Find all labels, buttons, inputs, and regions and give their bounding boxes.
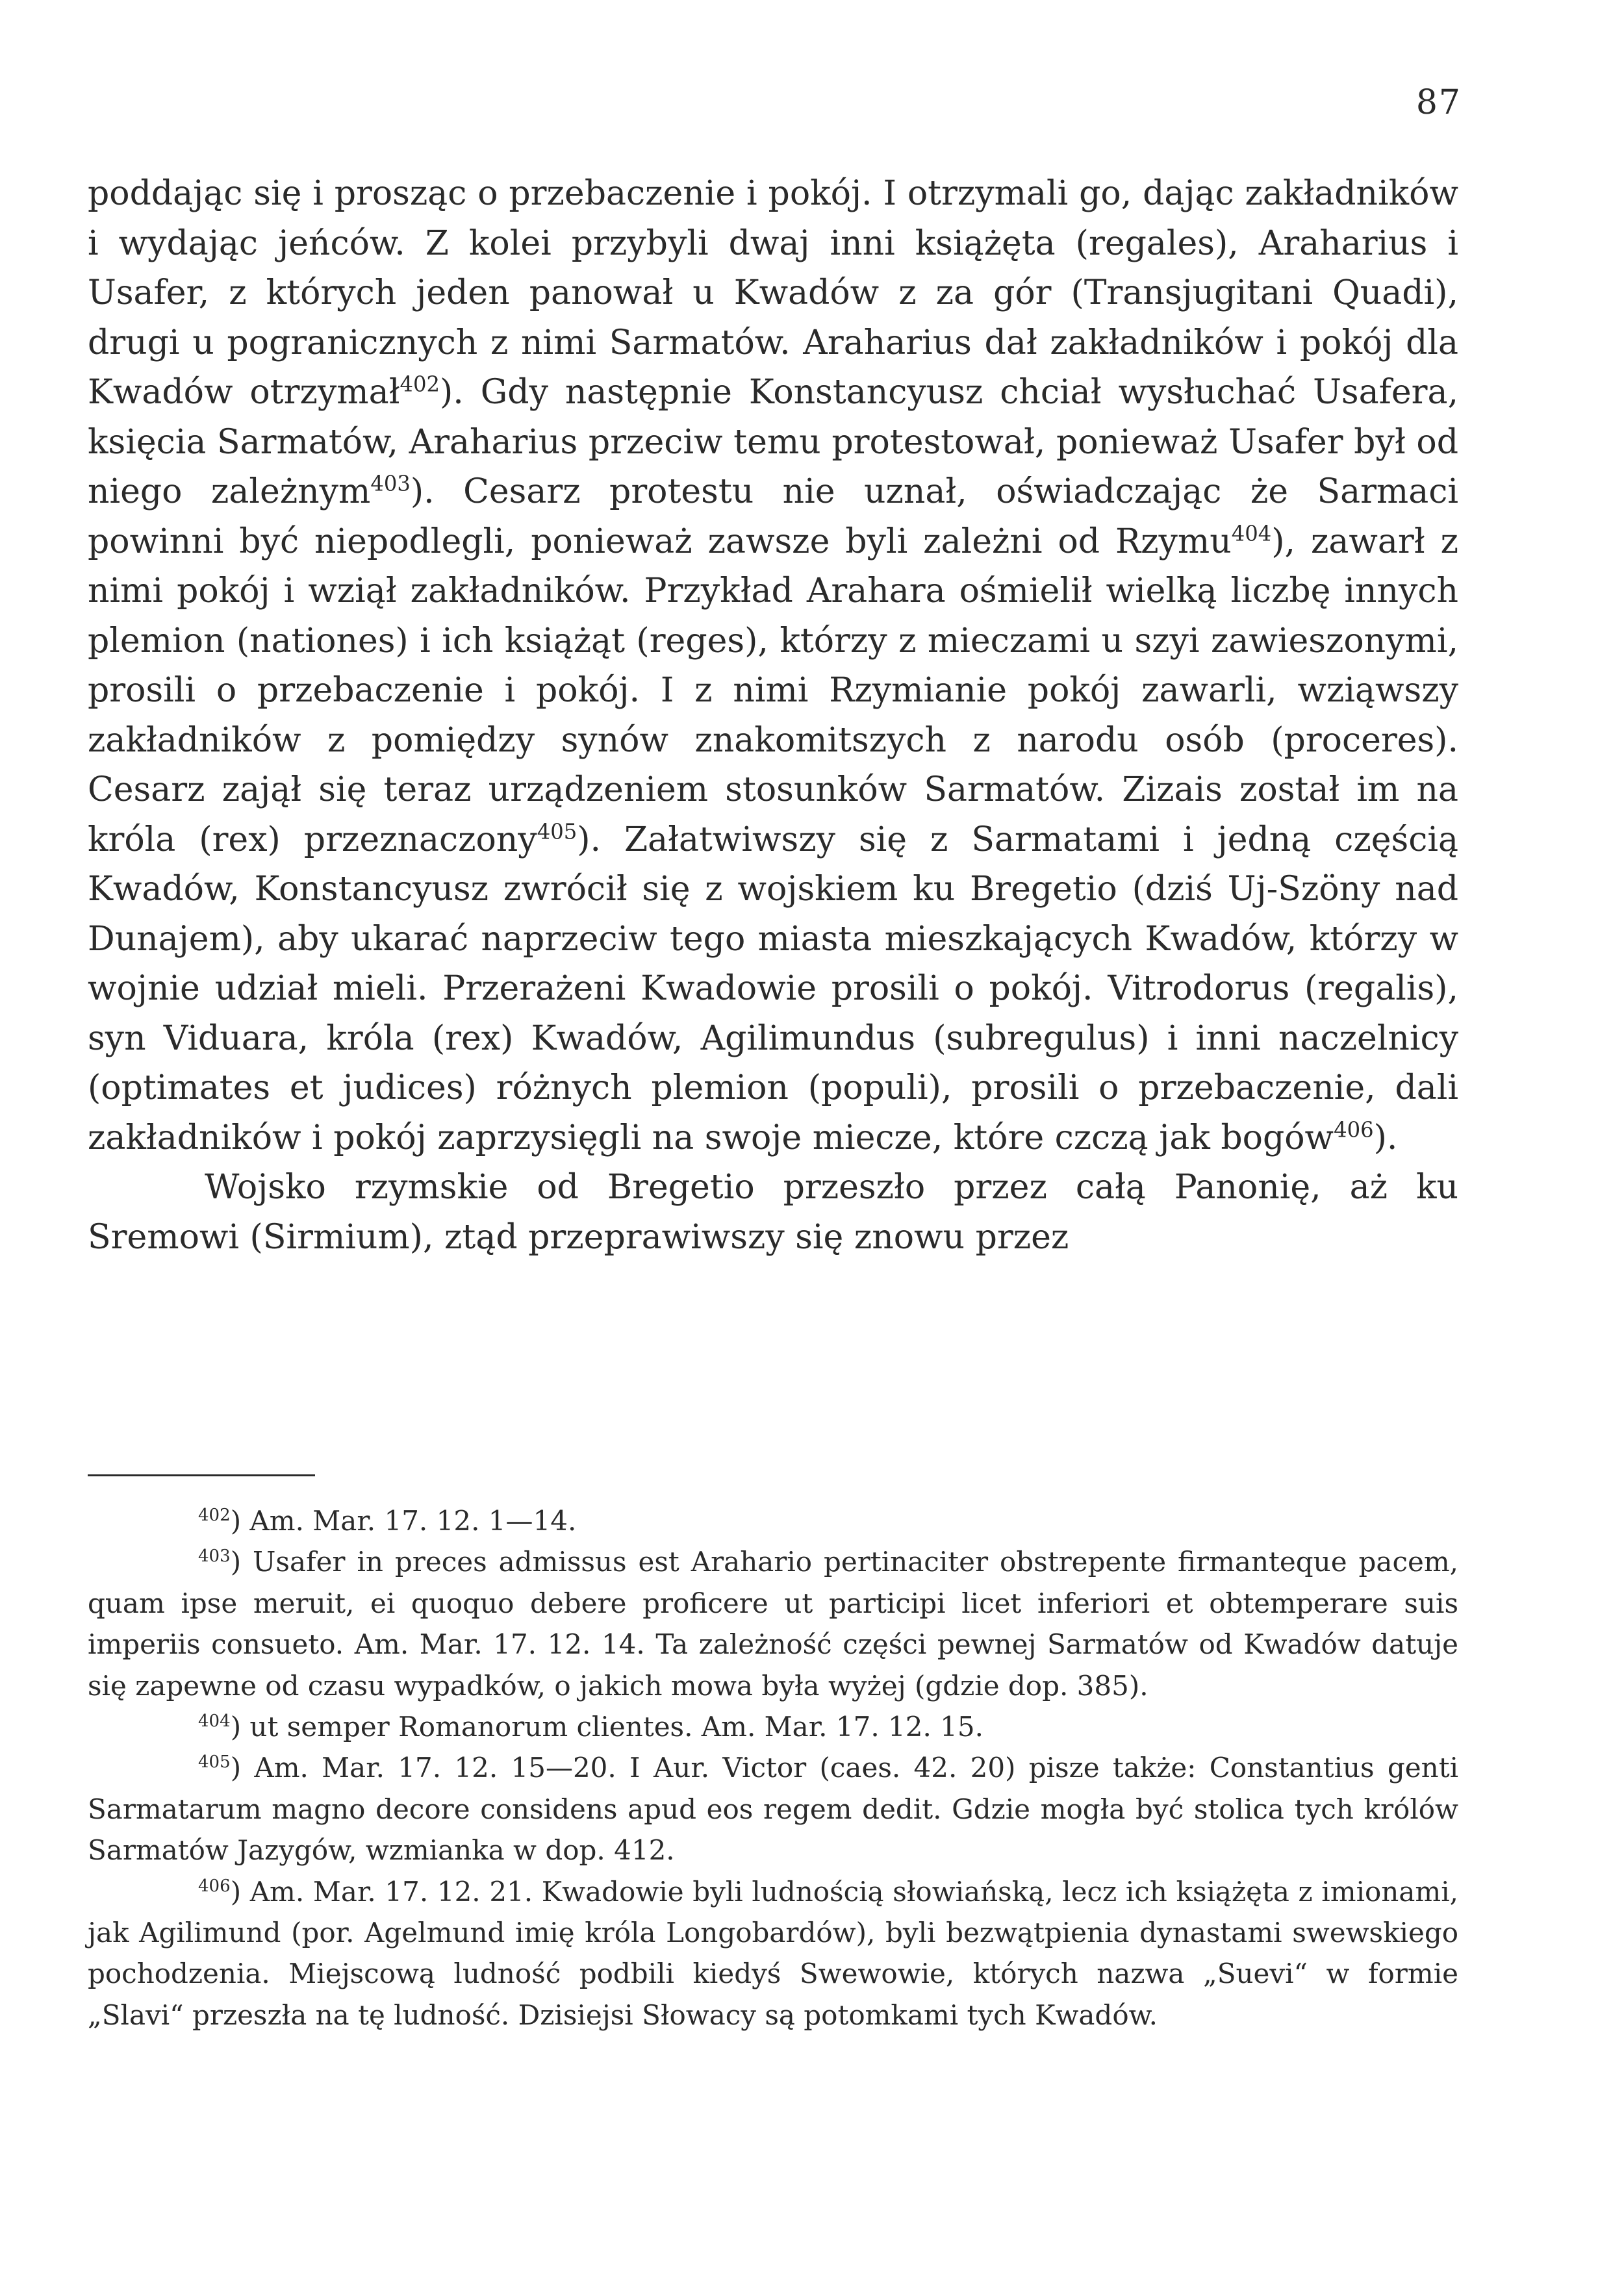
footnote-ref[interactable]: 404 <box>1231 521 1272 546</box>
footnote-403 <box>88 1541 1458 1706</box>
footnote-mark: 403 <box>198 1546 231 1567</box>
footnote-divider <box>88 1474 315 1476</box>
footnote-ref[interactable]: 406 <box>1334 1117 1374 1142</box>
footnotes <box>88 1500 1458 2036</box>
footnote-text: ) Am. Mar. 17. 12. 15—20. I Aur. Victor (caes. 42. 20) pisze także: Constantius genti Sarmatarum magno decore considens apud eos regem dedit. Gdzie mogła być stolica tych królów Sarmatów Jazygów, wzmianka w dop. 412. <box>88 1752 1458 1867</box>
text-segment: ), zawarł z nimi pokój i wziął zakładników. Przykład Arahara ośmielił wielką liczbę innych plemion (nationes) i ich książąt (reges), którzy z mieczami u szyi zawieszonymi, prosili o przebaczenie i pokój. I z nimi Rzymianie pokój zawarli, wziąwszy zakładników z pomiędzy synów znakomitszych z narodu osób (proceres). Cesarz zajął się teraz urządzeniem stosunków Sarmatów. Zizais został im na króla (rex) przeznaczony <box>88 522 1458 859</box>
footnote-text: ) Am. Mar. 17. 12. 1—14. <box>230 1505 577 1537</box>
footnote-405 <box>88 1747 1458 1871</box>
footnote-mark: 402 <box>198 1506 231 1525</box>
footnote-text: ) ut semper Romanorum clientes. Am. Mar. 17. 12. 15. <box>230 1711 983 1743</box>
footnote-mark: 405 <box>198 1752 231 1772</box>
paragraph-2: Wojsko rzymskie od Bregetio przeszło przez całą Panonię, aż ku Sremowi (Sirmium), ztąd przeprawiwszy się znowu przez <box>88 1168 1458 1257</box>
footnote-text: ) Am. Mar. 17. 12. 21. Kwadowie byli ludnością słowiańską, lecz ich książęta z imionami, jak Agilimund (por. Agelmund imię króla Longobardów), byli bezwątpienia dynastami swewskiego pochodzenia. Miejscową ludność podbili kiedyś Swewowie, których nazwa „Suevi“ w formie „Slavi“ przeszła na tę ludność. Dzisiejsi Słowacy są potomkami tych Kwadów. <box>88 1875 1458 2031</box>
footnote-ref[interactable]: 403 <box>370 471 411 496</box>
page-number: 87 <box>1415 83 1462 122</box>
paragraph-1 <box>88 169 1458 1163</box>
text-segment: poddając się i prosząc o przebaczenie i pokój. I otrzymali go, dając zakładników i wydając jeńców. Z kolei przybyli dwaj inni książęta (regales), Araharius i Usafer, z których jeden panował u Kwadów z za gór (Transjugitani Quadi), drugi u pogranicznych z nimi Sarmatów. Araharius dał zakładników i pokój dla Kwadów otrzymał <box>88 174 1458 412</box>
main-text <box>88 169 1458 1262</box>
footnote-402 <box>88 1500 1458 1541</box>
footnote-ref[interactable]: 405 <box>537 819 577 844</box>
text-segment: ). Gdy następnie Konstancyusz chciał wysłuchać Usafera, księcia Sarmatów, Araharius przeciw temu protestował, ponieważ Usafer był od niego zależnym <box>88 373 1458 511</box>
text-segment: ). Cesarz protestu nie uznał, oświadczając że Sarmaci powinni być niepodlegli, ponieważ zawsze byli zależni od Rzymu <box>88 472 1458 561</box>
text-segment: ). <box>1373 1118 1398 1157</box>
footnote-text: ) Usafer in preces admissus est Arahario pertinaciter obstrepente firmanteque pacem, quam ipse meruit, ei quoquo debere proficere ut participi licet inferiori et obtemperare suis imperiis consueto. Am. Mar. 17. 12. 14. Ta zależność części pewnej Sarmatów od Kwadów datuje się zapewne od czasu wypadków, o jakich mowa była wyżej (gdzie dop. 385). <box>88 1546 1458 1702</box>
text-segment: ). Załatwiwszy się z Sarmatami i jedną częścią Kwadów, Konstancyusz zwrócił się z wojskiem ku Bregetio (dziś Uj-Szöny nad Dunajem), aby ukarać naprzeciw tego miasta mieszkających Kwadów, którzy w wojnie udział mieli. Przerażeni Kwadowie prosili o pokój. Vitrodorus (regalis), syn Viduara, króla (rex) Kwadów, Agilimundus (subregulus) i inni naczelnicy (optimates et judices) różnych plemion (populi), prosili o przebaczenie, dali zakładników i pokój zaprzysięgli na swoje miecze, które czczą jak bogów <box>88 820 1458 1157</box>
footnote-406 <box>88 1871 1458 2036</box>
footnote-mark: 406 <box>198 1876 231 1896</box>
footnote-ref[interactable]: 402 <box>400 372 440 397</box>
footnote-404 <box>88 1706 1458 1747</box>
footnote-mark: 404 <box>198 1711 231 1732</box>
